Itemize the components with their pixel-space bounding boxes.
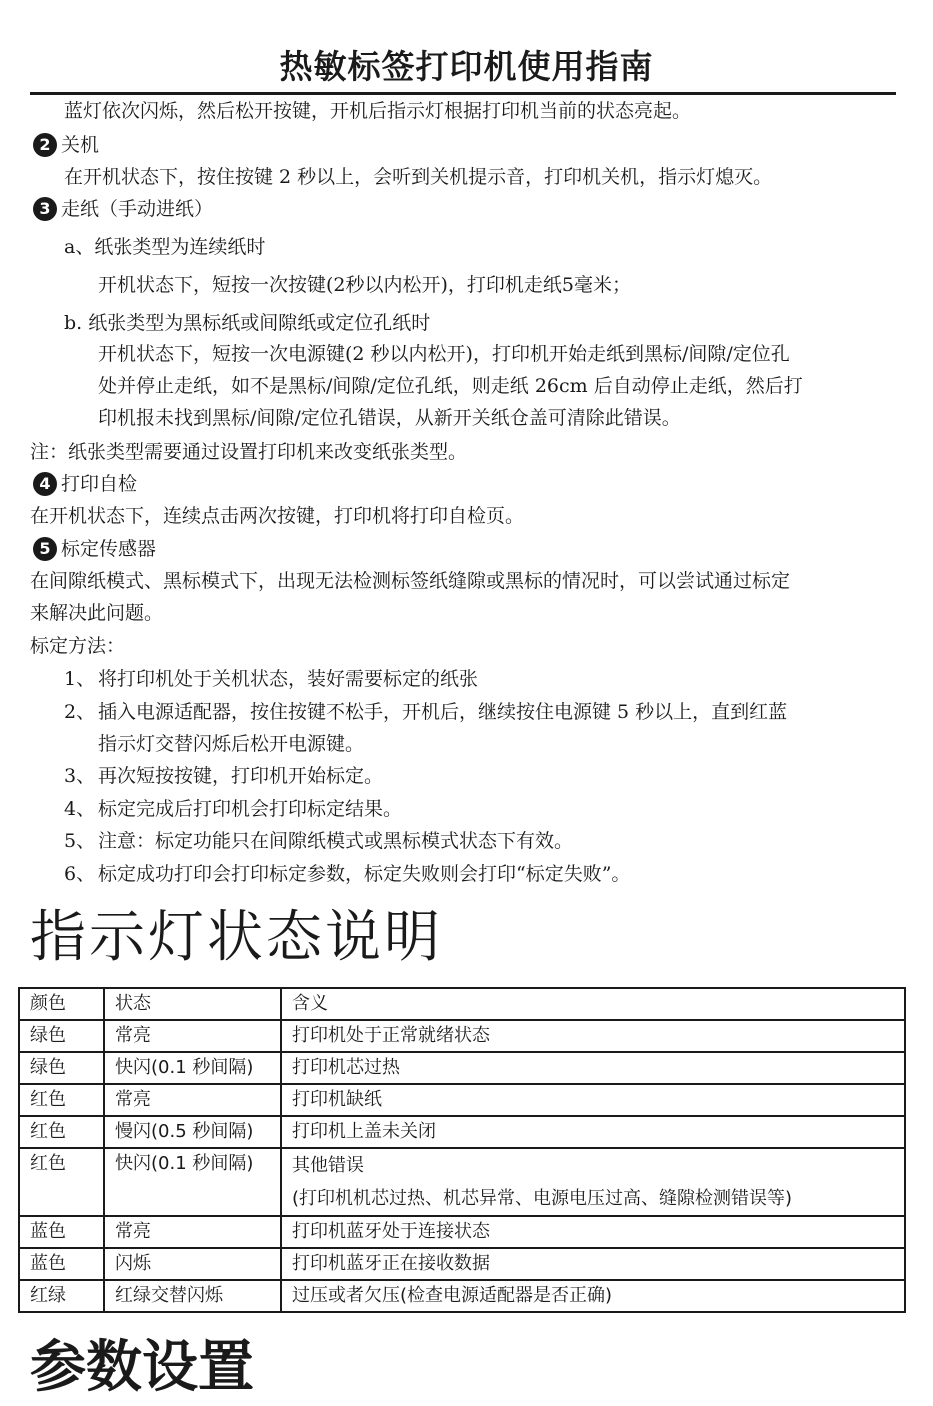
section-3-b-line: 处并停止走纸，如不是黑标/间隙/定位孔纸，则走纸 26cm 后自动停止走纸，然后打 [98,375,803,397]
table-cell-meaning: 打印机芯过热 [281,1052,905,1084]
table-cell-state: 红绿交替闪烁 [104,1280,281,1312]
section-4-heading [33,468,137,500]
section-2-body: 在开机状态下，按住按键 2 秒以上，会听到关机提示音，打印机关机，指示灯熄灭。 [64,166,773,188]
calibration-method-label: 标定方法： [30,635,126,657]
section-5-heading [33,533,156,565]
table-cell-color: 红色 [19,1084,104,1116]
table-cell-meaning: 打印机上盖未关闭 [281,1116,905,1148]
section-3-a-body: 开机状态下，短按一次按键(2秒以内松开)，打印机走纸5毫米； [98,274,632,296]
indicator-status-table [18,987,906,1313]
table-row [19,1148,905,1216]
section-3-a-label: a、纸张类型为连续纸时 [64,236,266,258]
table-cell-state: 闪烁 [104,1248,281,1280]
indicator-section-title: 指示灯状态说明 [30,905,443,970]
section-4-body: 在开机状态下，连续点击两次按键，打印机将打印自检页。 [30,505,525,527]
step-text: 将打印机处于关机状态，装好需要标定的纸张 [98,668,479,690]
section-3-note: 注：纸张类型需要通过设置打印机来改变纸张类型。 [30,441,468,463]
section-4-title: 打印自检 [61,473,138,495]
section-3-b-line: 开机状态下，短按一次电源键(2 秒以内松开)，打印机开始走纸到黑标/间隙/定位孔 [98,343,790,365]
table-cell-state: 常亮 [104,1216,281,1248]
table-cell-color: 绿色 [19,1052,104,1084]
table-cell-color: 红绿 [19,1280,104,1312]
table-cell-state: 常亮 [104,1084,281,1116]
table-cell-meaning-line: 其他错误 [292,1155,364,1176]
table-row [19,1084,905,1116]
table-cell-color: 红色 [19,1148,104,1216]
table-cell-state: 常亮 [104,1020,281,1052]
table-cell-meaning: 打印机缺纸 [281,1084,905,1116]
table-cell-meaning: 打印机蓝牙处于连接状态 [281,1216,905,1248]
table-cell-color: 蓝色 [19,1216,104,1248]
table-cell-color: 蓝色 [19,1248,104,1280]
table-cell-meaning: 过压或者欠压(检查电源适配器是否正确) [281,1280,905,1312]
section-3-b-line: 印机报未找到黑标/间隙/定位孔错误，从新开关纸仓盖可清除此错误。 [98,407,681,429]
table-row [19,1116,905,1148]
next-section-heading-partial: 参数设置 [30,1335,254,1400]
table-cell-color: 绿色 [19,1020,104,1052]
section-2-number-icon: 2 [33,133,57,157]
page-title: 热敏标签打印机使用指南 [279,47,654,86]
step-text: 再次短按按键，打印机开始标定。 [98,765,384,787]
table-cell-state: 快闪(0.1 秒间隔) [104,1052,281,1084]
section-3-heading [33,193,213,225]
table-cell-state: 快闪(0.1 秒间隔) [104,1148,281,1216]
table-row [19,1052,905,1084]
section-5-body-line: 在间隙纸模式、黑标模式下，出现无法检测标签纸缝隙或黑标的情况时，可以尝试通过标定 [30,570,791,592]
table-cell-color: 红色 [19,1116,104,1148]
section-2-heading [33,129,99,161]
step-number: 5、 [64,830,96,852]
table-cell-meaning-line: (打印机机芯过热、机芯异常、电源电压过高、缝隙检测错误等) [292,1188,793,1209]
step-number: 4、 [64,798,96,820]
table-cell-state: 慢闪(0.5 秒间隔) [104,1116,281,1148]
table-cell-meaning [281,1148,905,1216]
table-header-row [19,988,905,1020]
table-row [19,1248,905,1280]
intro-text: 蓝灯依次闪烁，然后松开按键，开机后指示灯根据打印机当前的状态亮起。 [64,100,692,122]
table-row [19,1216,905,1248]
section-3-title: 走纸（手动进纸） [61,198,214,220]
step-text: 标定成功打印会打印标定参数，标定失败则会打印“标定失败”。 [98,863,631,885]
section-5-title: 标定传感器 [61,538,157,560]
table-row [19,1020,905,1052]
step-text: 指示灯交替闪烁后松开电源键。 [98,733,365,755]
section-3-b-label: b. 纸张类型为黑标纸或间隙纸或定位孔纸时 [64,312,431,334]
section-5-number-icon: 5 [33,537,57,561]
table-header-meaning: 含义 [281,988,905,1020]
table-header-state: 状态 [104,988,281,1020]
section-3-number-icon: 3 [33,197,57,221]
step-number: 1、 [64,668,96,690]
step-text: 注意：标定功能只在间隙纸模式或黑标模式状态下有效。 [98,830,574,852]
section-2-title: 关机 [61,134,100,156]
step-number: 6、 [64,863,96,885]
step-number: 3、 [64,765,96,787]
table-cell-meaning: 打印机蓝牙正在接收数据 [281,1248,905,1280]
table-header-color: 颜色 [19,988,104,1020]
step-text: 标定完成后打印机会打印标定结果。 [98,798,403,820]
table-row [19,1280,905,1312]
section-4-number-icon: 4 [33,472,57,496]
table-cell-meaning: 打印机处于正常就绪状态 [281,1020,905,1052]
step-text: 插入电源适配器，按住按键不松手，开机后，继续按住电源键 5 秒以上，直到红蓝 [98,701,788,723]
section-5-body-line: 来解决此问题。 [30,602,164,624]
step-number: 2、 [64,701,96,723]
